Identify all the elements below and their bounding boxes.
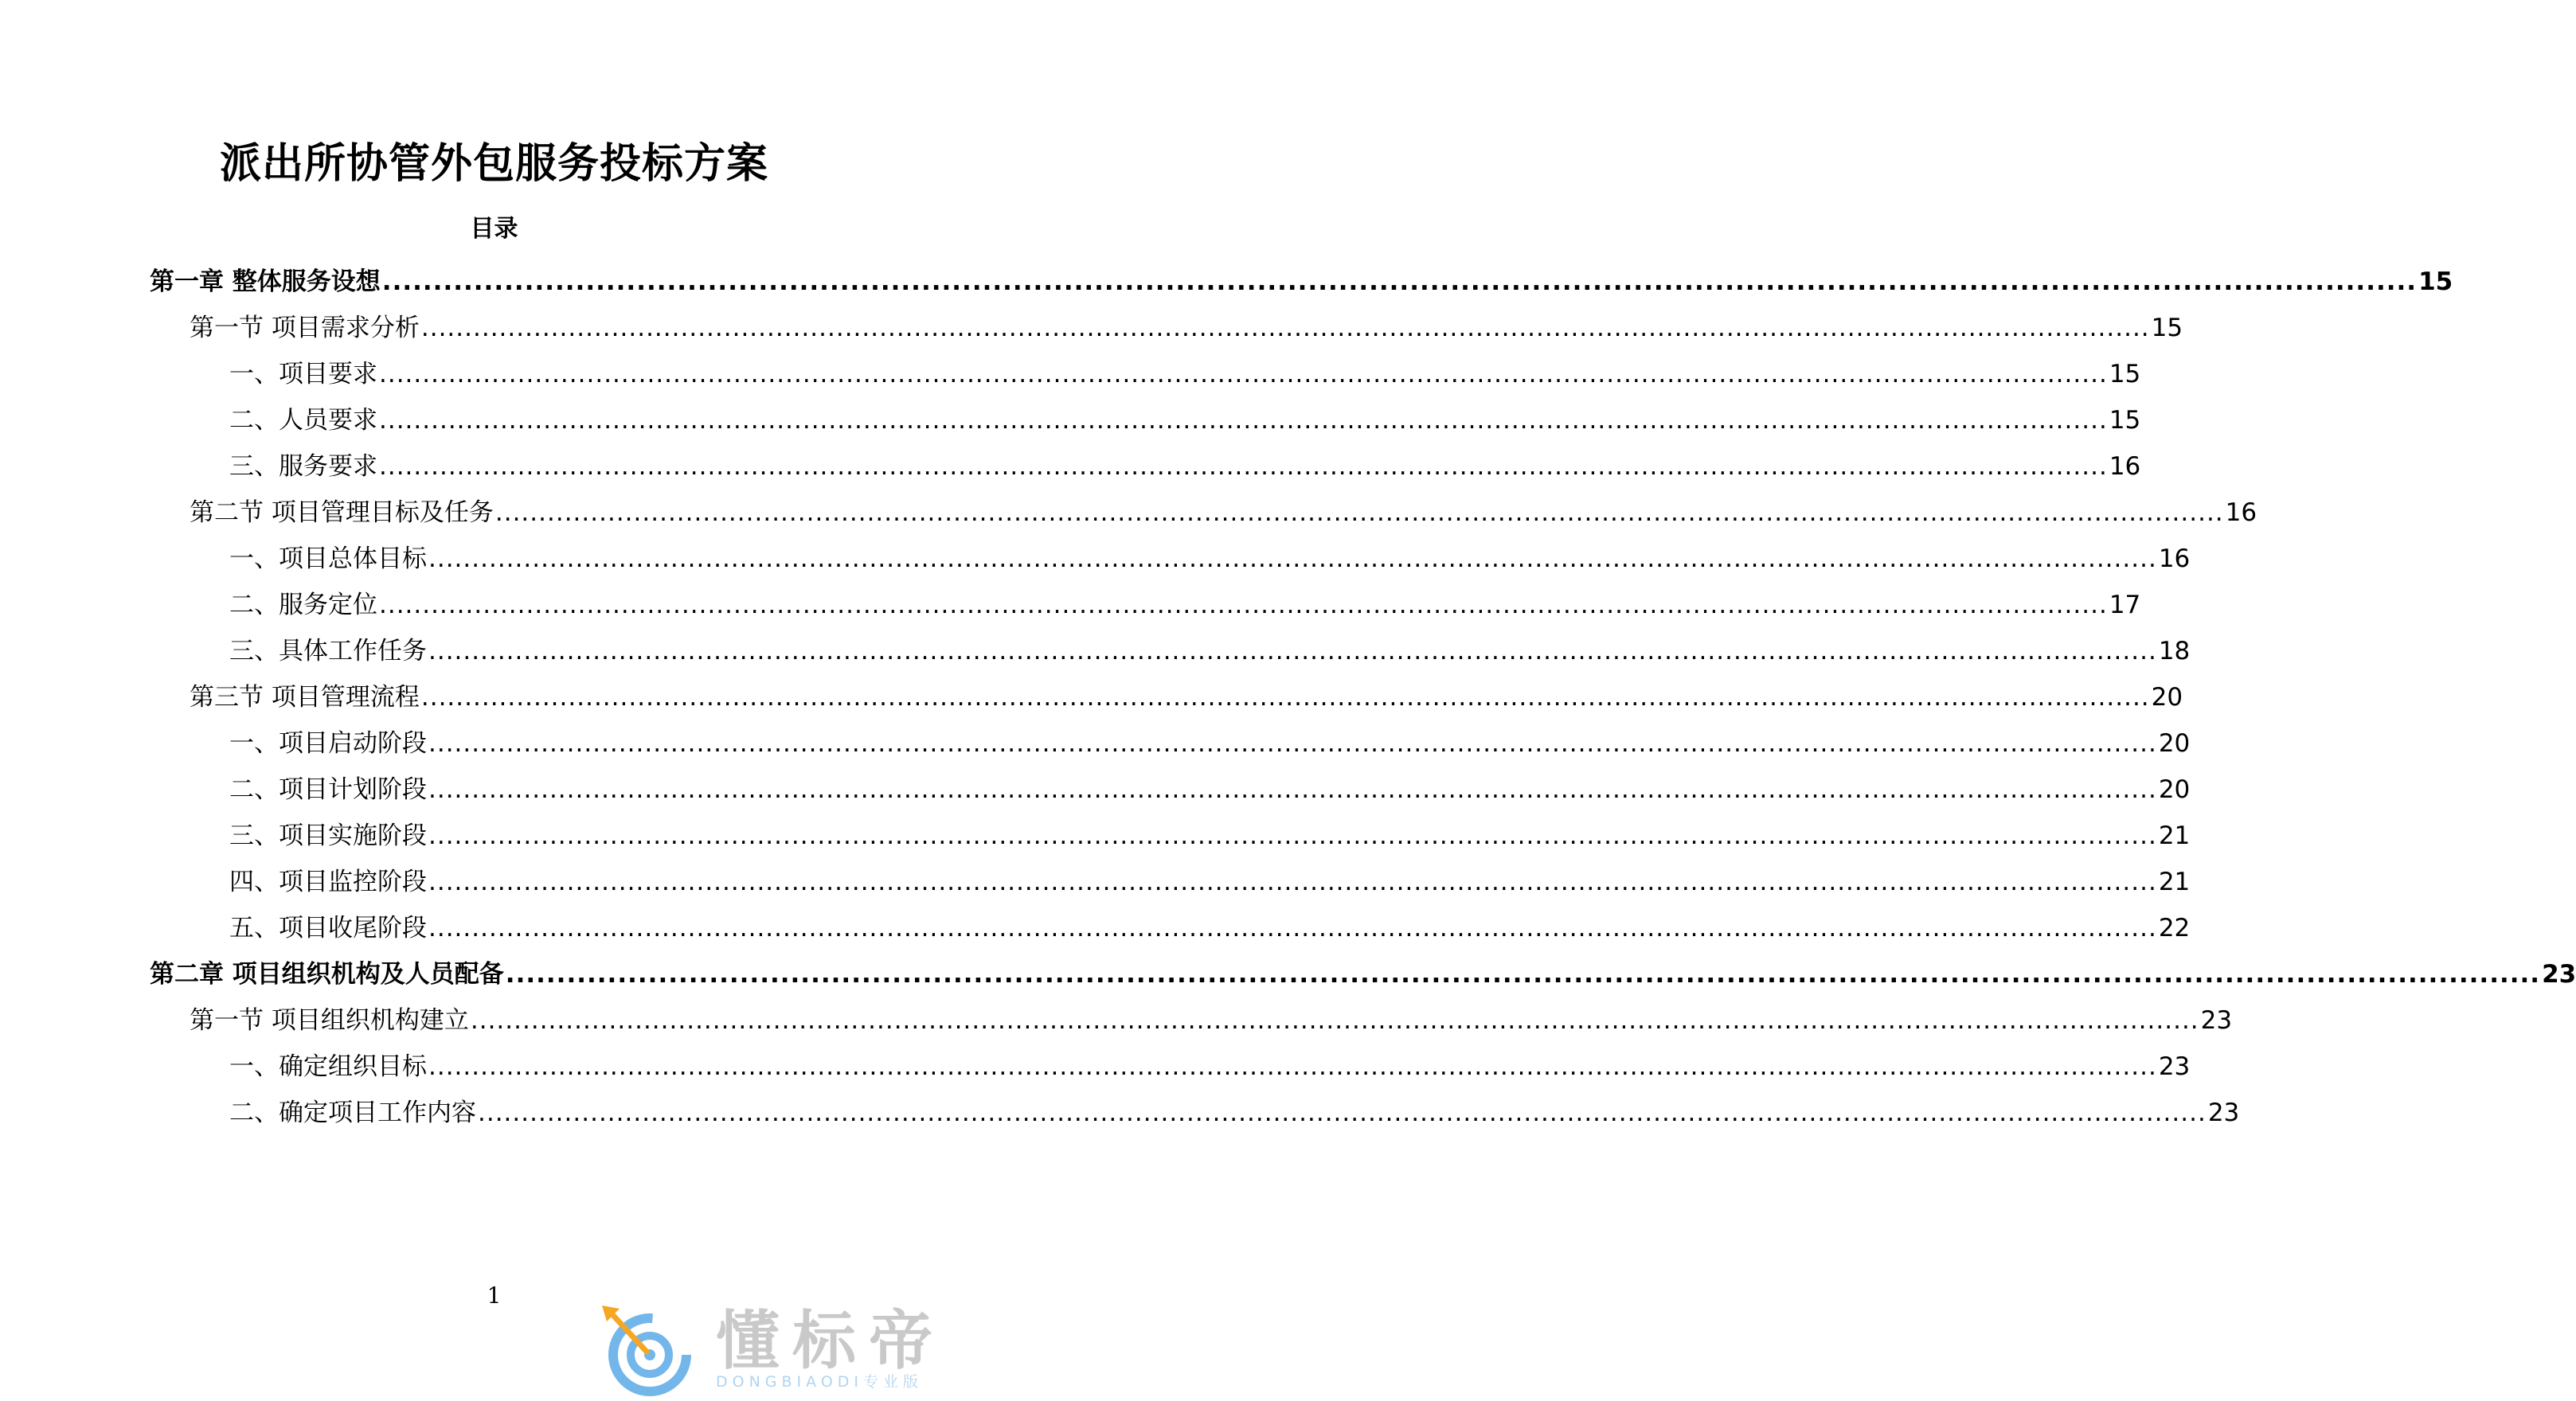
toc-entry-page: 16: [2158, 544, 2191, 573]
toc-entry-page: 20: [2158, 775, 2191, 804]
toc-entry-page: 23: [2200, 1006, 2233, 1035]
toc-entry[interactable]: [190, 495, 2257, 530]
toc-entry-title: 二、确定项目工作内容: [229, 1099, 476, 1127]
toc-entry-title: 三、具体工作任务: [229, 637, 427, 665]
toc-entry-title: 第一章 整体服务设想: [150, 267, 381, 296]
toc-entry-page: 15: [2109, 360, 2141, 388]
toc-entry[interactable]: [150, 957, 2576, 992]
page-number: 1: [487, 1282, 502, 1309]
toc-dot-leader: ........................................................................................................................................................................................................: [428, 914, 2157, 942]
toc-entry-title: 一、项目启动阶段: [229, 729, 427, 758]
toc-entry-page: 15: [2109, 406, 2141, 435]
toc-entry-page: 17: [2109, 591, 2141, 619]
toc-entry-title: 第一节 项目需求分析: [190, 314, 420, 342]
toc-entry-title: 四、项目监控阶段: [229, 868, 427, 896]
target-logo-icon: [592, 1298, 704, 1401]
toc-entry-page: 16: [2225, 498, 2257, 527]
toc-entry-page: 23: [2158, 1052, 2191, 1081]
toc-entry-title: 二、项目计划阶段: [229, 775, 427, 804]
toc-entry[interactable]: [229, 403, 2141, 438]
toc-heading: 目录: [470, 215, 518, 243]
toc-entry[interactable]: [190, 1003, 2233, 1038]
toc-entry-title: 第三节 项目管理流程: [190, 683, 420, 712]
toc-entry[interactable]: [190, 680, 2183, 715]
toc-entry-page: 18: [2158, 637, 2191, 665]
toc-dot-leader: ........................................................................................................................................................................................................: [428, 868, 2157, 896]
toc-entry-page: 21: [2158, 868, 2191, 896]
watermark-subtitle: DONGBIAODI专业版: [716, 1373, 924, 1391]
toc-entry-title: 三、项目实施阶段: [229, 821, 427, 850]
toc-entry[interactable]: [229, 541, 2191, 576]
toc-entry[interactable]: [229, 357, 2141, 392]
toc-entry-title: 第二节 项目管理目标及任务: [190, 498, 494, 527]
toc-entry[interactable]: [229, 911, 2191, 946]
toc-dot-leader: ........................................................................................................................................................................................................: [420, 683, 2150, 712]
toc-entry-title: 三、服务要求: [229, 452, 377, 481]
toc-entry-page: 15: [2151, 314, 2183, 342]
toc-dot-leader: ........................................................................................................................................................................................................: [470, 1006, 2199, 1035]
toc-dot-leader: ........................................................................................................................................................................................................: [494, 498, 2224, 527]
toc-dot-leader: ........................................................................................................................................................................................................: [428, 775, 2157, 804]
toc-entry[interactable]: [229, 449, 2141, 484]
toc-entry-title: 二、人员要求: [229, 406, 377, 435]
toc-entry-title: 二、服务定位: [229, 591, 377, 619]
toc-entry[interactable]: [229, 726, 2191, 761]
toc-entry[interactable]: [229, 818, 2191, 853]
toc-entry[interactable]: [229, 1049, 2191, 1084]
toc-dot-leader: ........................................................................................................................................................................................................: [505, 960, 2541, 989]
toc-dot-leader: ........................................................................................................................................................................................................: [379, 360, 2108, 388]
toc-entry[interactable]: [229, 772, 2191, 807]
toc-entry-title: 第一节 项目组织机构建立: [190, 1006, 469, 1035]
toc-entry-page: 22: [2158, 914, 2191, 942]
toc-entry-title: 一、确定组织目标: [229, 1052, 427, 1081]
toc-dot-leader: ........................................................................................................................................................................................................: [428, 1052, 2157, 1081]
toc-entry[interactable]: [229, 587, 2141, 622]
toc-entry[interactable]: [229, 634, 2191, 669]
toc-entry[interactable]: [190, 310, 2183, 345]
toc-dot-leader: ........................................................................................................................................................................................................: [381, 267, 2418, 296]
toc-entry-page: 23: [2542, 960, 2576, 989]
toc-entry[interactable]: [150, 264, 2453, 299]
toc-entry-title: 第二章 项目组织机构及人员配备: [150, 960, 504, 989]
toc-entry-page: 21: [2158, 821, 2191, 850]
toc-dot-leader: ........................................................................................................................................................................................................: [379, 406, 2108, 435]
toc-entry-page: 20: [2158, 729, 2191, 758]
toc-entry-title: 一、项目总体目标: [229, 544, 427, 573]
toc-dot-leader: ........................................................................................................................................................................................................: [478, 1099, 2207, 1127]
toc-dot-leader: ........................................................................................................................................................................................................: [420, 314, 2150, 342]
toc-dot-leader: ........................................................................................................................................................................................................: [428, 544, 2157, 573]
document-title: 派出所协管外包服务投标方案: [219, 140, 768, 188]
toc-dot-leader: ........................................................................................................................................................................................................: [379, 452, 2108, 481]
toc-entry-page: 16: [2109, 452, 2141, 481]
toc-dot-leader: ........................................................................................................................................................................................................: [428, 637, 2157, 665]
toc-entry-title: 五、项目收尾阶段: [229, 914, 427, 942]
toc-entry-page: 20: [2151, 683, 2183, 712]
toc-entry[interactable]: [229, 864, 2191, 900]
toc-entry-page: 23: [2207, 1099, 2240, 1127]
toc-dot-leader: ........................................................................................................................................................................................................: [379, 591, 2108, 619]
toc-entry[interactable]: [229, 1095, 2240, 1130]
watermark-brand: 懂标帝: [716, 1304, 945, 1378]
toc-entry-title: 一、项目要求: [229, 360, 377, 388]
toc-entry-page: 15: [2418, 267, 2453, 296]
watermark: [592, 1298, 975, 1393]
toc-dot-leader: ........................................................................................................................................................................................................: [428, 729, 2157, 758]
toc-dot-leader: ........................................................................................................................................................................................................: [428, 821, 2157, 850]
